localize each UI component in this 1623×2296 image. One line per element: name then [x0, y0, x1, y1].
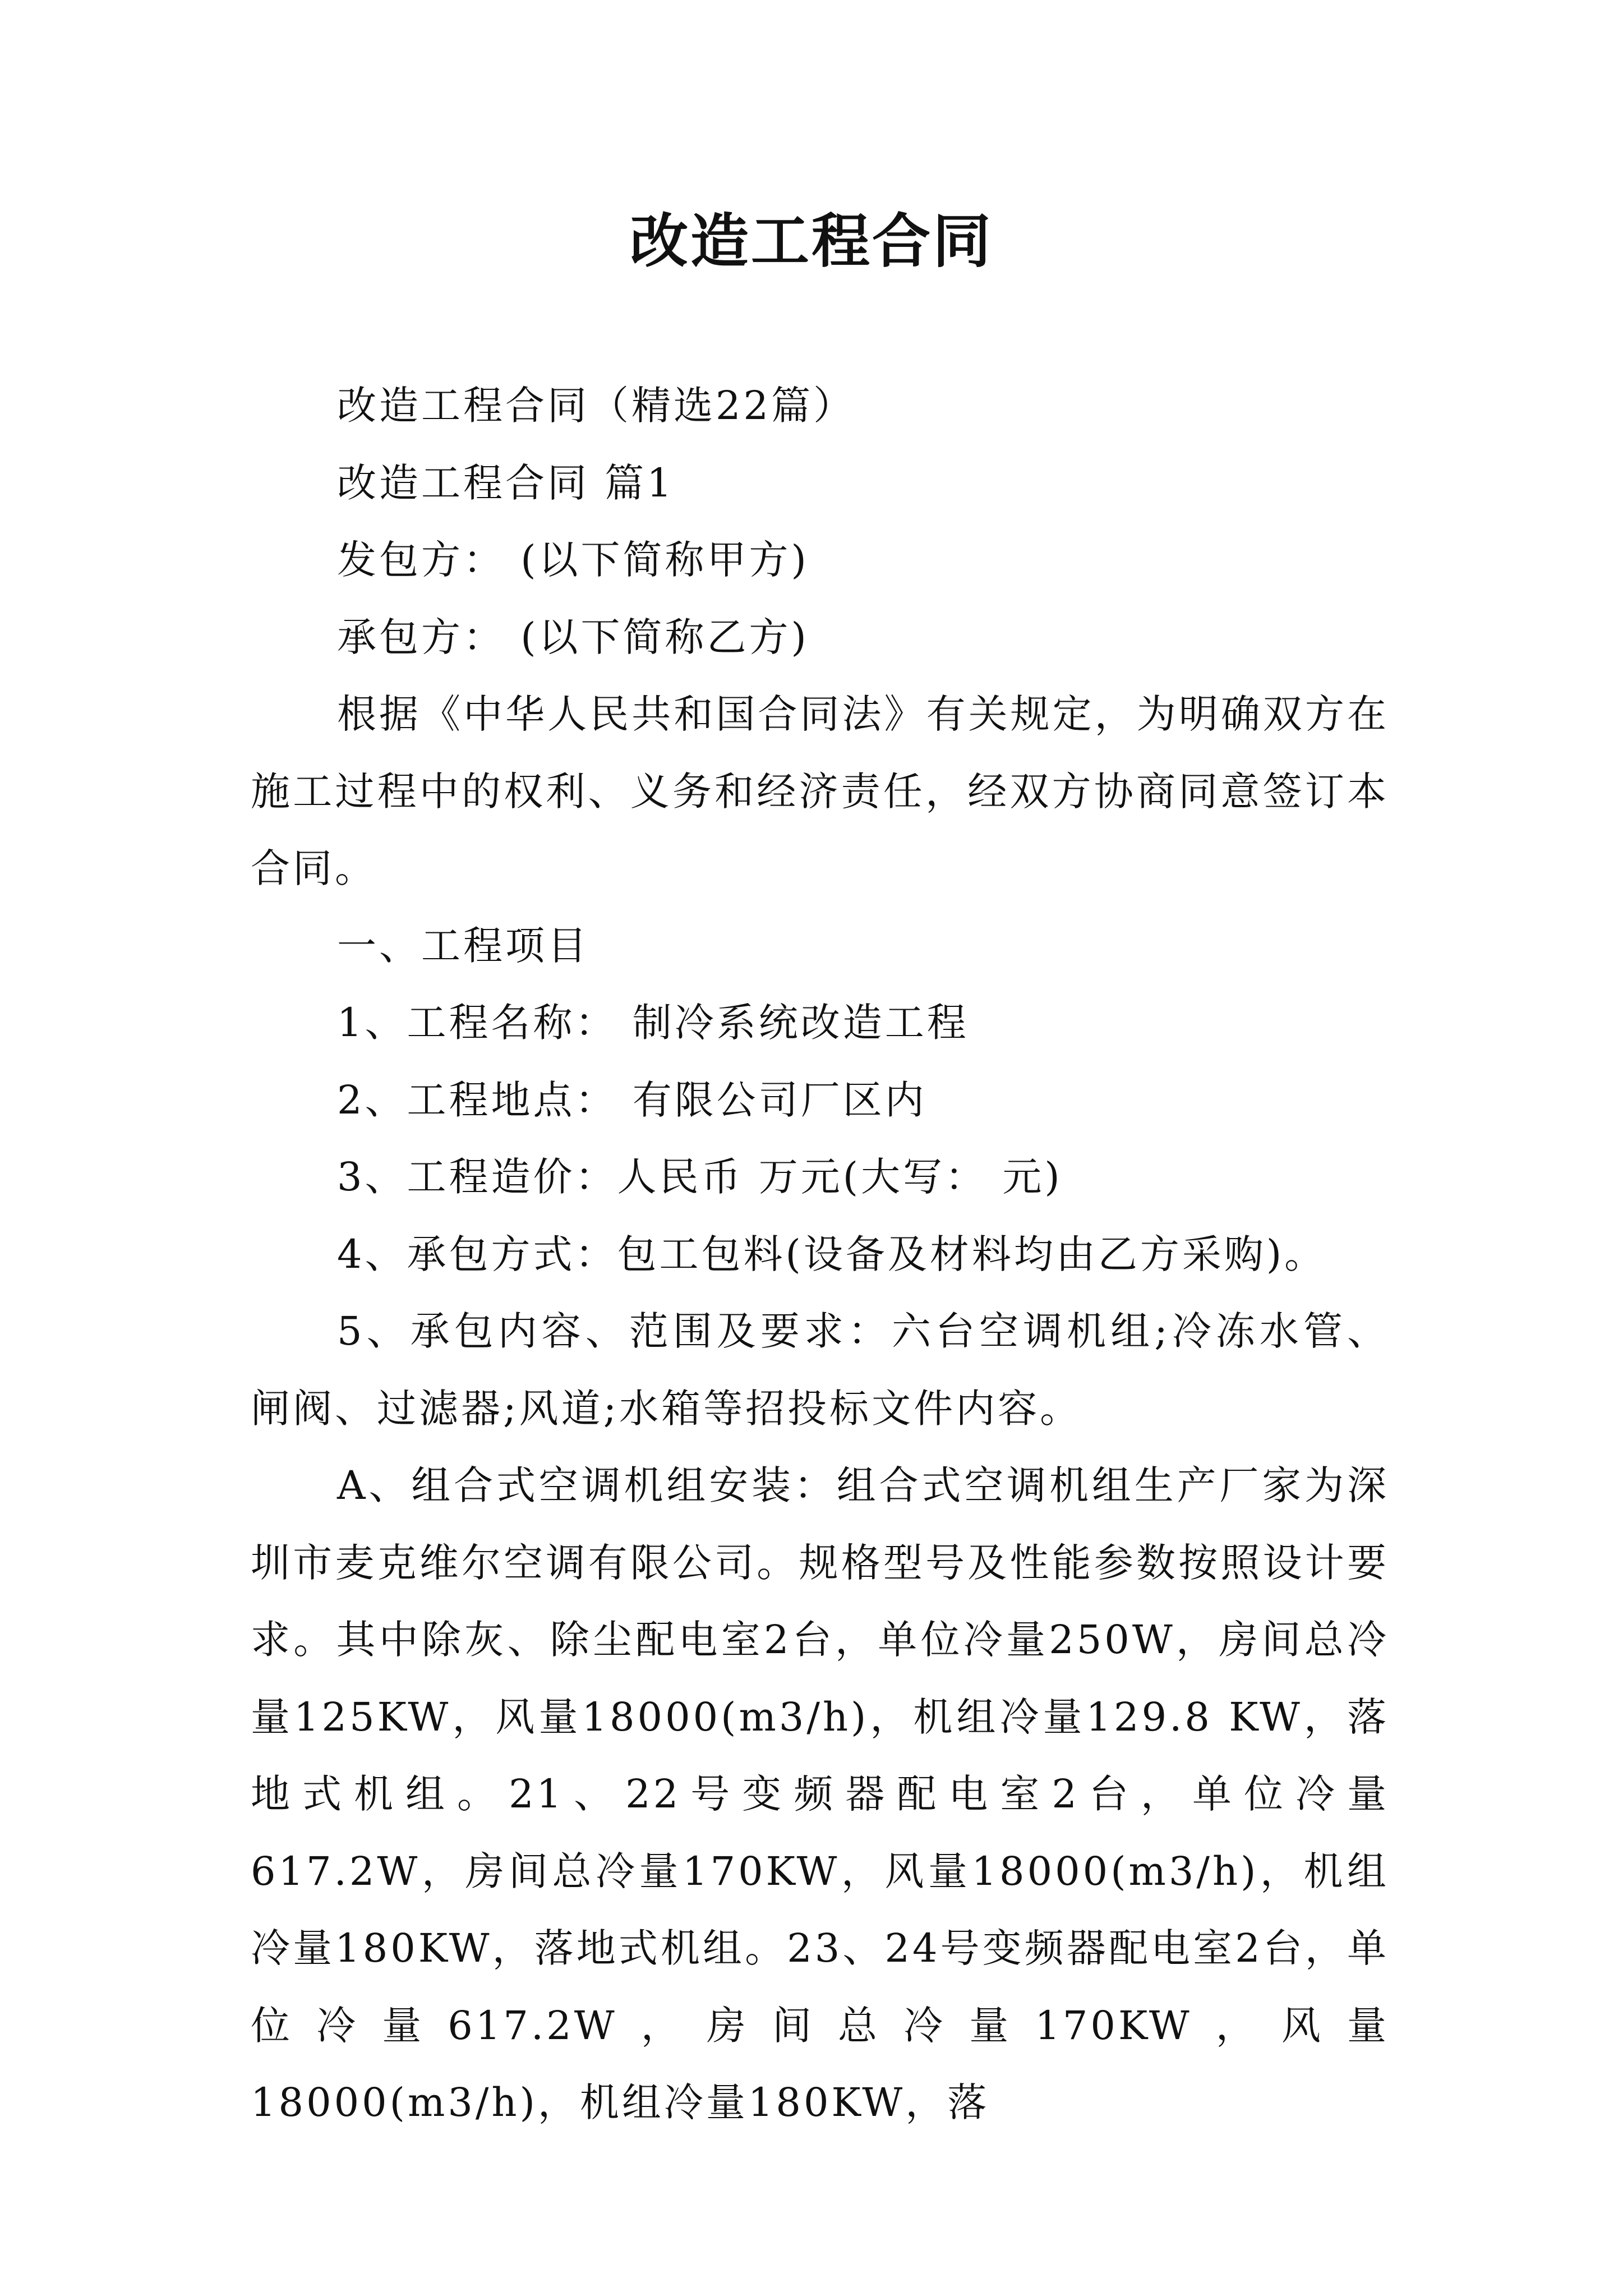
paragraph-project-name: 1、工程名称： 制冷系统改造工程: [337, 1000, 969, 1046]
paragraph-contractor: 发包方： (以下简称甲方): [337, 537, 809, 583]
paragraph-contract-scope: 5、承包内容、范围及要求：六台空调机组;冷冻水管、闸阀、过滤器;风道;水箱等招投标文件内容。: [251, 1308, 1389, 1432]
paragraph-contract-method: 4、承包方式：包工包料(设备及材料均由乙方采购)。: [337, 1231, 1327, 1277]
paragraph-installation: A、组合式空调机组安装：组合式空调机组生产厂家为深圳市麦克维尔空调有限公司。规格型号及性能参数按照设计要求。其中除灰、除尘配电室2台，单位冷量250W，房间总冷量125KW，风量18000(m3/h)，机组冷量129.8 KW，落地式机组。21、22号变频器配电室2台，单位冷量617.2W，房间总冷量170KW，风量18000(m3/h)，机组冷量180KW，落地式机组。23、24号变频器配电室2台，单位冷量617.2W，房间总冷量170KW，风量18000(m3/h)，机组冷量180KW，落: [251, 1462, 1389, 2125]
paragraph-preamble: 根据《中华人民共和国合同法》有关规定，为明确双方在施工过程中的权利、义务和经济责任，经双方协商同意签订本合同。: [251, 691, 1389, 891]
paragraph-project-location: 2、工程地点： 有限公司厂区内: [337, 1076, 927, 1123]
paragraph-section-heading: 改造工程合同 篇1: [337, 459, 675, 506]
paragraph-subtitle: 改造工程合同（精选22篇）: [337, 383, 856, 429]
paragraph-subcontractor: 承包方： (以下简称乙方): [337, 614, 809, 660]
document-body: [251, 367, 1389, 2142]
paragraph-project-cost: 3、工程造价：人民币 万元(大写： 元): [337, 1154, 1063, 1200]
document-title: 改造工程合同: [629, 206, 993, 275]
paragraph-project-heading: 一、工程项目: [337, 922, 589, 969]
